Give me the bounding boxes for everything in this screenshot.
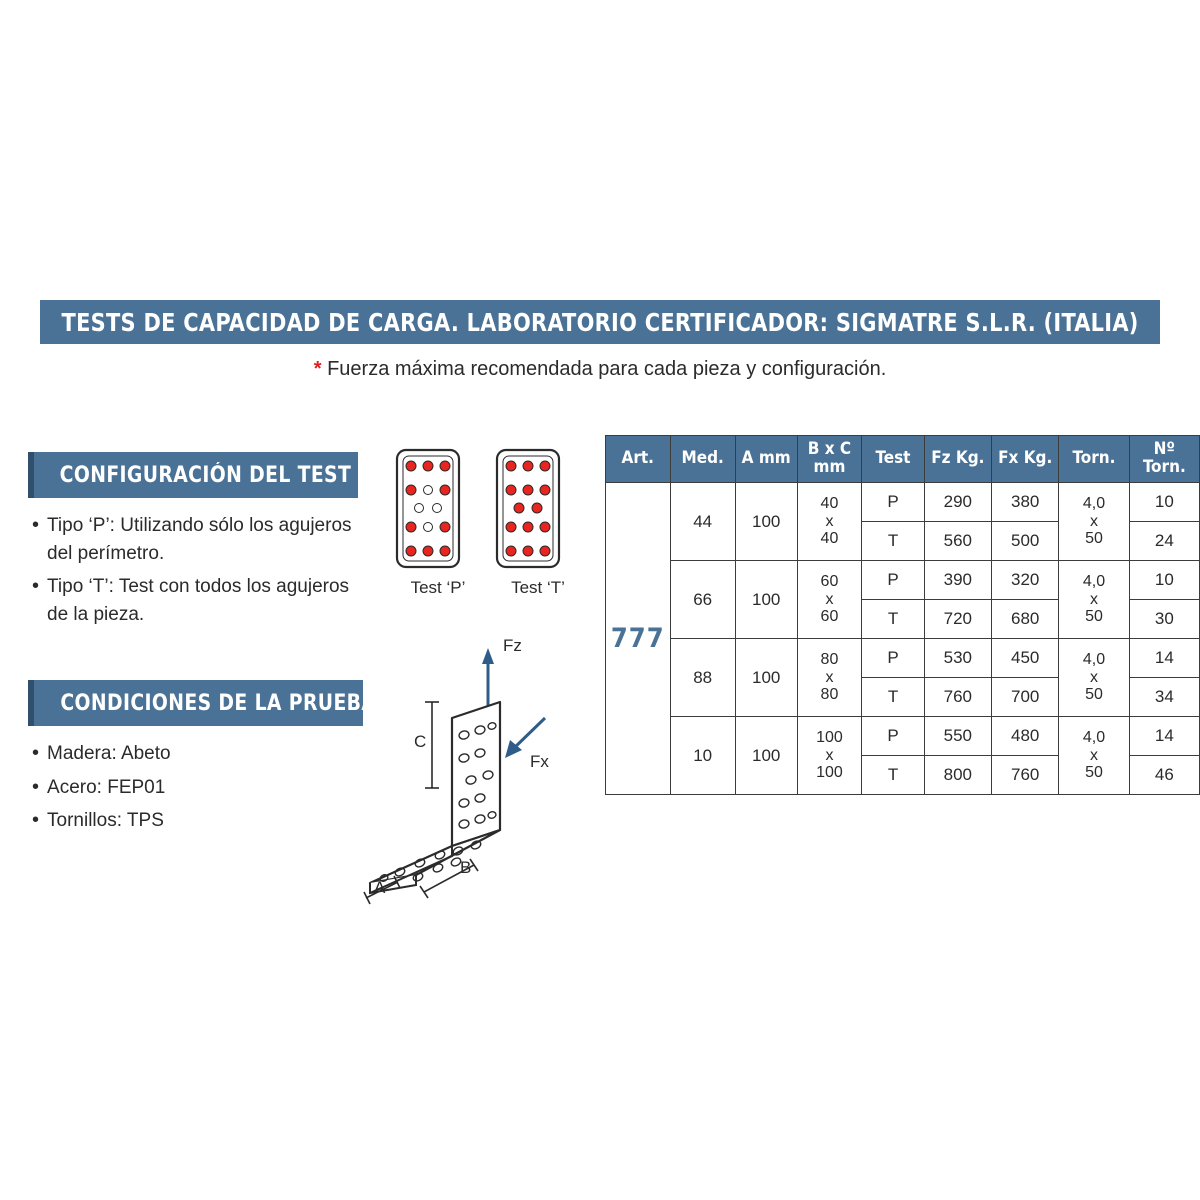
cell-bxc xyxy=(797,717,862,795)
column-header-test: Test xyxy=(862,436,924,483)
list-item xyxy=(32,774,362,802)
cell-fz: 530 xyxy=(924,639,991,678)
cell-torn-l: 50 xyxy=(1085,686,1103,704)
cell-ntorn: 24 xyxy=(1129,522,1199,561)
cell-bxc-c: 100 xyxy=(816,764,843,782)
cell-art: 777 xyxy=(606,483,671,795)
cell-torn xyxy=(1059,639,1129,717)
cell-ntorn: 46 xyxy=(1129,756,1199,795)
cell-torn-sep: x xyxy=(1090,512,1099,530)
force-label-fx: Fx xyxy=(530,752,549,771)
section-header-conditions-label: CONDICIONES DE LA PRUEBA xyxy=(60,690,377,716)
table-row xyxy=(606,561,1200,600)
column-header-a-mm: A mm xyxy=(735,436,797,483)
cell-bxc-sep: x xyxy=(825,590,834,608)
column-header-bxc xyxy=(797,436,862,483)
cell-ntorn: 30 xyxy=(1129,600,1199,639)
list-item-label: Madera: Abeto xyxy=(47,743,171,764)
cell-fz: 550 xyxy=(924,717,991,756)
cell-fz: 800 xyxy=(924,756,991,795)
cell-torn-d: 4,0 xyxy=(1082,494,1106,512)
cell-test: P xyxy=(862,639,924,678)
cell-med: 66 xyxy=(670,561,735,639)
cell-torn-l: 50 xyxy=(1085,764,1103,782)
force-label-fz: Fz xyxy=(503,636,522,655)
list-item-label: Tornillos: TPS xyxy=(47,810,164,832)
plate-caption-p: Test ‘P’ xyxy=(410,578,466,597)
cell-bxc xyxy=(797,561,862,639)
cell-test: T xyxy=(862,600,924,639)
plate-caption-t: Test ‘T’ xyxy=(511,578,565,597)
cell-torn-d: 4,0 xyxy=(1082,728,1106,746)
cell-bxc xyxy=(797,483,862,561)
bullet-dot-icon: • xyxy=(32,775,40,798)
list-item xyxy=(32,740,362,768)
section-header-conditions xyxy=(28,680,377,726)
cell-med: 10 xyxy=(670,717,735,795)
config-bullet-list xyxy=(32,512,362,634)
cell-a: 100 xyxy=(735,639,797,717)
bullet-dot-icon: • xyxy=(32,809,40,832)
cell-fx: 380 xyxy=(992,483,1059,522)
cell-a: 100 xyxy=(735,717,797,795)
cell-test: T xyxy=(862,522,924,561)
asterisk-marker: * xyxy=(313,358,322,380)
bullet-dot-icon: • xyxy=(32,742,40,764)
cell-fx: 760 xyxy=(992,756,1059,795)
dimension-label-c: C xyxy=(414,732,427,751)
table-row xyxy=(606,639,1200,678)
cell-bxc-c: 60 xyxy=(820,608,839,626)
cell-bxc-b: 80 xyxy=(820,650,839,668)
cell-torn xyxy=(1059,717,1129,795)
list-item xyxy=(32,807,362,835)
cell-bxc-c: 80 xyxy=(820,686,839,704)
cell-fx: 680 xyxy=(992,600,1059,639)
list-item-label: Acero: FEP01 xyxy=(47,776,166,798)
cell-test: P xyxy=(862,561,924,600)
load-capacity-table xyxy=(605,435,1200,795)
cell-torn-sep: x xyxy=(1090,746,1099,764)
page-title: TESTS DE CAPACIDAD DE CARGA. LABORATORIO CERTIFICADOR: SIGMATRE S.L.R. (ITALIA) xyxy=(61,307,1139,337)
cell-ntorn: 34 xyxy=(1129,678,1199,717)
cell-a: 100 xyxy=(735,561,797,639)
angle-bracket-drawing xyxy=(340,636,600,920)
section-header-config-label: CONFIGURACIÓN DEL TEST xyxy=(59,462,352,488)
cell-bxc-sep: x xyxy=(825,512,834,530)
list-item xyxy=(32,573,362,628)
cell-fx: 320 xyxy=(992,561,1059,600)
banner-note-text: Fuerza máxima recomendada para cada pieza y configuración. xyxy=(327,358,887,380)
cell-ntorn: 10 xyxy=(1129,561,1199,600)
column-header-bxc-line2: mm xyxy=(813,457,846,477)
cell-fz: 390 xyxy=(924,561,991,600)
list-item-label: Tipo ‘P’: Utilizando sólo los agujeros del perímetro. xyxy=(47,515,352,564)
cell-bxc-b: 40 xyxy=(820,494,839,512)
plate-diagram-t xyxy=(493,446,563,576)
column-header-med: Med. xyxy=(670,436,735,483)
cell-a: 100 xyxy=(735,483,797,561)
cell-ntorn: 10 xyxy=(1129,483,1199,522)
cell-fz: 720 xyxy=(924,600,991,639)
cell-torn-d: 4,0 xyxy=(1082,572,1106,590)
column-header-ntorn: Nº Torn. xyxy=(1129,436,1199,483)
cell-fz: 290 xyxy=(924,483,991,522)
list-item xyxy=(32,512,362,567)
cell-bxc-c: 40 xyxy=(820,530,839,548)
cell-test: P xyxy=(862,717,924,756)
cell-bxc-sep: x xyxy=(825,746,834,764)
cell-fx: 480 xyxy=(992,717,1059,756)
cell-bxc-b: 60 xyxy=(820,572,839,590)
cell-test: P xyxy=(862,483,924,522)
cell-ntorn: 14 xyxy=(1129,717,1199,756)
list-item-label: Tipo ‘T’: Test con todos los agujeros de la pieza. xyxy=(47,576,350,625)
cell-test: T xyxy=(862,756,924,795)
conditions-bullet-list xyxy=(32,740,362,841)
column-header-torn: Torn. xyxy=(1059,436,1129,483)
table-row xyxy=(606,717,1200,756)
banner-note xyxy=(0,358,1200,381)
dimension-label-a: A xyxy=(374,878,386,897)
page-banner xyxy=(40,300,1160,344)
cell-med: 88 xyxy=(670,639,735,717)
cell-fx: 500 xyxy=(992,522,1059,561)
cell-torn-sep: x xyxy=(1090,668,1099,686)
cell-fz: 560 xyxy=(924,522,991,561)
column-header-bxc-line1: B x C xyxy=(807,439,852,460)
plate-diagram-p xyxy=(393,446,463,576)
cell-bxc xyxy=(797,639,862,717)
cell-fx: 450 xyxy=(992,639,1059,678)
cell-med: 44 xyxy=(670,483,735,561)
column-header-fx: Fx Kg. xyxy=(992,436,1059,483)
cell-torn-d: 4,0 xyxy=(1082,650,1106,668)
column-header-art: Art. xyxy=(606,436,671,483)
bullet-dot-icon: • xyxy=(32,514,40,536)
table-header-row xyxy=(606,436,1200,483)
dimension-label-b: B xyxy=(460,858,472,877)
cell-torn xyxy=(1059,561,1129,639)
cell-torn xyxy=(1059,483,1129,561)
section-header-config xyxy=(28,452,358,498)
cell-torn-l: 50 xyxy=(1085,530,1103,548)
cell-fz: 760 xyxy=(924,678,991,717)
cell-bxc-b: 100 xyxy=(816,728,843,746)
cell-bxc-sep: x xyxy=(825,668,834,686)
column-header-fz: Fz Kg. xyxy=(924,436,991,483)
cell-test: T xyxy=(862,678,924,717)
cell-fx: 700 xyxy=(992,678,1059,717)
cell-torn-l: 50 xyxy=(1085,608,1103,626)
cell-torn-sep: x xyxy=(1090,590,1099,608)
bullet-dot-icon: • xyxy=(32,575,40,598)
cell-ntorn: 14 xyxy=(1129,639,1199,678)
table-row xyxy=(606,483,1200,522)
